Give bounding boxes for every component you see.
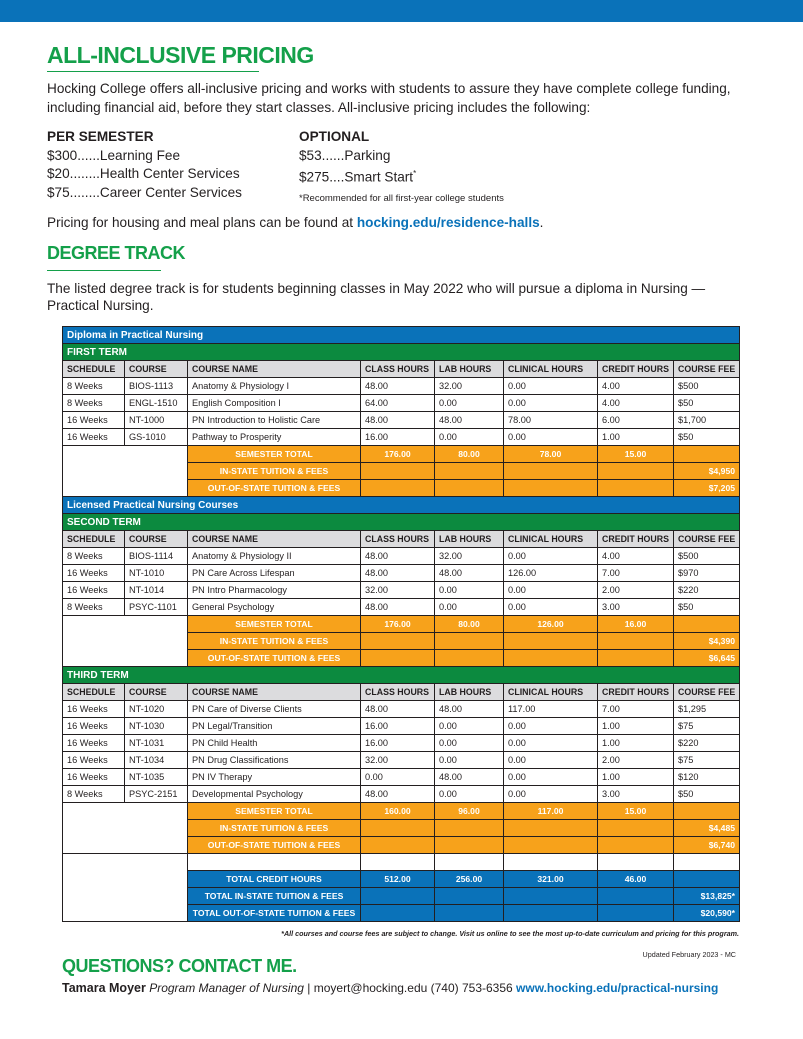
title-divider [47, 71, 259, 72]
course-cell: ENGL-1510 [125, 395, 188, 412]
course-cell: 0.00 [435, 786, 504, 803]
column-header: CREDIT HOURS [598, 531, 674, 548]
course-cell: 8 Weeks [63, 599, 125, 616]
course-cell: $220 [674, 735, 740, 752]
course-row [63, 599, 740, 616]
course-cell: 0.00 [504, 735, 598, 752]
semester-total-fee-blank [674, 803, 740, 820]
course-cell: 32.00 [435, 378, 504, 395]
column-header: SCHEDULE [63, 361, 125, 378]
course-cell: 3.00 [598, 599, 674, 616]
course-cell: 1.00 [598, 429, 674, 446]
blank-cell [435, 633, 504, 650]
blank-cell [361, 888, 435, 905]
course-row [63, 378, 740, 395]
course-cell: 48.00 [361, 548, 435, 565]
course-row [63, 395, 740, 412]
course-cell: 48.00 [361, 701, 435, 718]
course-cell: 16 Weeks [63, 565, 125, 582]
course-cell: 0.00 [435, 429, 504, 446]
top-banner [0, 0, 803, 22]
course-cell: $75 [674, 718, 740, 735]
course-row [63, 412, 740, 429]
semester-total-fee-blank [674, 616, 740, 633]
column-header-row [63, 361, 740, 378]
semester-total-value: 176.00 [361, 446, 435, 463]
course-cell: $970 [674, 565, 740, 582]
course-cell: $50 [674, 599, 740, 616]
column-header: COURSE NAME [188, 361, 361, 378]
blank-cell [504, 650, 598, 667]
term-heading [63, 344, 740, 361]
in-state-label: IN-STATE TUITION & FEES [188, 633, 361, 650]
semester-total-value: 80.00 [435, 446, 504, 463]
grand-total-value: 512.00 [361, 871, 435, 888]
blank-cell [504, 837, 598, 854]
blank-cell [361, 463, 435, 480]
course-cell: PSYC-1101 [125, 599, 188, 616]
course-cell: 8 Weeks [63, 548, 125, 565]
course-cell: 0.00 [504, 769, 598, 786]
course-cell: PN Care Across Lifespan [188, 565, 361, 582]
per-semester-item: $300......Learning Fee [47, 147, 181, 163]
course-cell: 6.00 [598, 412, 674, 429]
total-out-state-value: $20,590* [674, 905, 740, 922]
course-cell: 0.00 [504, 378, 598, 395]
blank-cell [598, 905, 674, 922]
column-header: LAB HOURS [435, 361, 504, 378]
column-header: COURSE [125, 684, 188, 701]
disclaimer-note: *All courses and course fees are subject to change. Visit us online to see the most up-to-date curriculum and pricing for this program. [281, 929, 739, 938]
course-cell: 8 Weeks [63, 395, 125, 412]
in-state-value: $4,950 [674, 463, 740, 480]
column-header: COURSE FEE [674, 531, 740, 548]
course-cell: 7.00 [598, 565, 674, 582]
grand-spacer [63, 854, 188, 922]
course-cell: 16 Weeks [63, 429, 125, 446]
column-header: LAB HOURS [435, 684, 504, 701]
course-cell: 16.00 [361, 429, 435, 446]
course-cell: 0.00 [504, 429, 598, 446]
course-cell: 16 Weeks [63, 752, 125, 769]
course-cell: Anatomy & Physiology I [188, 378, 361, 395]
term-heading-label: SECOND TERM [63, 514, 740, 531]
column-header-row [63, 684, 740, 701]
semester-total-row [63, 446, 740, 463]
course-cell: 126.00 [504, 565, 598, 582]
updated-date: Updated February 2023 - MC [642, 950, 736, 959]
semester-total-label: SEMESTER TOTAL [188, 446, 361, 463]
course-cell: 48.00 [435, 565, 504, 582]
column-header-row [63, 531, 740, 548]
contact-line: Tamara Moyer Program Manager of Nursing | moyert@hocking.edu (740) 753-6356 www.hocking.edu/practical-nursing [62, 981, 719, 995]
semester-total-value: 78.00 [504, 446, 598, 463]
course-cell: 16 Weeks [63, 701, 125, 718]
optional-note: *Recommended for all first-year college students [299, 193, 504, 205]
course-row [63, 786, 740, 803]
column-header: CLASS HOURS [361, 531, 435, 548]
course-cell: 1.00 [598, 718, 674, 735]
blank-cell [361, 820, 435, 837]
blank-cell [598, 820, 674, 837]
course-cell: Developmental Psychology [188, 786, 361, 803]
course-cell: 48.00 [361, 565, 435, 582]
course-row [63, 429, 740, 446]
blank-cell [598, 633, 674, 650]
summary-spacer [63, 446, 188, 497]
out-state-value: $7,205 [674, 480, 740, 497]
total-in-state-label: TOTAL IN-STATE TUITION & FEES [188, 888, 361, 905]
column-header: SCHEDULE [63, 684, 125, 701]
course-cell: NT-1030 [125, 718, 188, 735]
column-header: CREDIT HOURS [598, 361, 674, 378]
column-header: CLINICAL HOURS [504, 361, 598, 378]
course-cell: 64.00 [361, 395, 435, 412]
optional-item: $53......Parking [299, 147, 391, 163]
course-cell: 0.00 [435, 752, 504, 769]
blank-cell [674, 854, 740, 871]
blank-cell [504, 633, 598, 650]
course-cell: 0.00 [504, 718, 598, 735]
total-credit-label: TOTAL CREDIT HOURS [188, 871, 361, 888]
course-cell: 0.00 [504, 548, 598, 565]
course-row [63, 718, 740, 735]
blank-cell [598, 837, 674, 854]
footnote-asterisk: * [413, 169, 417, 178]
course-cell: Anatomy & Physiology II [188, 548, 361, 565]
blank-cell [361, 837, 435, 854]
grand-total-value: 256.00 [435, 871, 504, 888]
course-cell: 0.00 [504, 599, 598, 616]
semester-total-row [63, 803, 740, 820]
term-heading [63, 667, 740, 684]
course-cell: 48.00 [361, 378, 435, 395]
course-cell: 0.00 [435, 599, 504, 616]
blank-cell [435, 905, 504, 922]
semester-total-label: SEMESTER TOTAL [188, 616, 361, 633]
column-header: CLINICAL HOURS [504, 531, 598, 548]
blank-cell [361, 650, 435, 667]
course-cell: 0.00 [435, 395, 504, 412]
out-state-label: OUT-OF-STATE TUITION & FEES [188, 650, 361, 667]
blank-cell [504, 905, 598, 922]
course-cell: $1,295 [674, 701, 740, 718]
course-cell: PN IV Therapy [188, 769, 361, 786]
contact-heading: QUESTIONS? CONTACT ME. [62, 956, 297, 976]
practical-nursing-link[interactable]: www.hocking.edu/practical-nursing [516, 981, 719, 995]
course-cell: English Composition I [188, 395, 361, 412]
column-header: COURSE [125, 531, 188, 548]
semester-total-value: 15.00 [598, 446, 674, 463]
optional-list [299, 128, 504, 209]
course-cell: PN Child Health [188, 735, 361, 752]
course-cell: NT-1031 [125, 735, 188, 752]
course-cell: 16.00 [361, 735, 435, 752]
blank-cell [598, 480, 674, 497]
course-cell: PN Introduction to Holistic Care [188, 412, 361, 429]
course-cell: 3.00 [598, 786, 674, 803]
course-cell: BIOS-1114 [125, 548, 188, 565]
course-cell: 4.00 [598, 395, 674, 412]
blank-cell [435, 837, 504, 854]
out-state-label: OUT-OF-STATE TUITION & FEES [188, 480, 361, 497]
course-cell: 32.00 [361, 752, 435, 769]
blank-cell [504, 480, 598, 497]
course-cell: $220 [674, 582, 740, 599]
course-cell: PSYC-2151 [125, 786, 188, 803]
semester-total-label: SEMESTER TOTAL [188, 803, 361, 820]
course-cell: NT-1000 [125, 412, 188, 429]
blank-cell [361, 905, 435, 922]
program-heading-label: Diploma in Practical Nursing [63, 327, 740, 344]
course-cell: 48.00 [361, 786, 435, 803]
course-row [63, 548, 740, 565]
course-cell: $50 [674, 429, 740, 446]
summary-spacer [63, 803, 188, 854]
contact-details: moyert@hocking.edu (740) 753-6356 [313, 981, 517, 995]
blank-cell [361, 633, 435, 650]
grand-spacer-row [63, 854, 740, 871]
course-cell: NT-1014 [125, 582, 188, 599]
housing-note: Pricing for housing and meal plans can be found at hocking.edu/residence-halls. [47, 215, 544, 230]
in-state-label: IN-STATE TUITION & FEES [188, 463, 361, 480]
page-title: ALL-INCLUSIVE PRICING [47, 42, 314, 68]
course-cell: 4.00 [598, 548, 674, 565]
course-cell: 48.00 [435, 412, 504, 429]
program-heading [63, 327, 740, 344]
course-cell: 16.00 [361, 718, 435, 735]
course-cell: $50 [674, 786, 740, 803]
course-cell: 2.00 [598, 582, 674, 599]
blank-cell [435, 820, 504, 837]
course-cell: NT-1034 [125, 752, 188, 769]
summary-spacer [63, 616, 188, 667]
blank-cell [188, 854, 361, 871]
blank-cell [504, 820, 598, 837]
course-row [63, 769, 740, 786]
column-header: COURSE FEE [674, 684, 740, 701]
course-cell: PN Intro Pharmacology [188, 582, 361, 599]
course-cell: 8 Weeks [63, 378, 125, 395]
course-cell: $500 [674, 548, 740, 565]
blank-cell [504, 463, 598, 480]
course-row [63, 565, 740, 582]
course-cell: General Psychology [188, 599, 361, 616]
course-cell: $500 [674, 378, 740, 395]
blank-cell [598, 854, 674, 871]
blank-cell [435, 463, 504, 480]
course-cell: 48.00 [435, 769, 504, 786]
in-state-value: $4,390 [674, 633, 740, 650]
course-cell: 16 Weeks [63, 582, 125, 599]
blank-cell [361, 854, 435, 871]
degree-track-text: The listed degree track is for students beginning classes in May 2022 who will pursue a diploma in Nursing — Practical Nursing. [47, 281, 706, 313]
course-cell: 32.00 [361, 582, 435, 599]
per-semester-list [47, 128, 242, 202]
column-header: COURSE NAME [188, 531, 361, 548]
semester-total-row [63, 616, 740, 633]
course-cell: 48.00 [361, 412, 435, 429]
course-cell: 16 Weeks [63, 735, 125, 752]
course-cell: 0.00 [504, 395, 598, 412]
column-header: CREDIT HOURS [598, 684, 674, 701]
lpn-heading-label: Licensed Practical Nursing Courses [63, 497, 740, 514]
out-state-label: OUT-OF-STATE TUITION & FEES [188, 837, 361, 854]
degree-track-heading: DEGREE TRACK [47, 243, 186, 263]
course-cell: 48.00 [361, 599, 435, 616]
total-out-state-label: TOTAL OUT-OF-STATE TUITION & FEES [188, 905, 361, 922]
optional-heading: OPTIONAL [299, 129, 370, 144]
course-cell: 0.00 [504, 752, 598, 769]
course-cell: NT-1035 [125, 769, 188, 786]
lpn-heading [63, 497, 740, 514]
column-header: COURSE [125, 361, 188, 378]
residence-halls-link[interactable]: hocking.edu/residence-halls [356, 215, 540, 230]
course-cell: 0.00 [361, 769, 435, 786]
per-semester-item: $20........Health Center Services [47, 166, 240, 181]
course-cell: 7.00 [598, 701, 674, 718]
course-cell: 117.00 [504, 701, 598, 718]
course-cell: 1.00 [598, 769, 674, 786]
blank-cell [598, 463, 674, 480]
blank-cell [504, 888, 598, 905]
course-cell: PN Care of Diverse Clients [188, 701, 361, 718]
per-semester-heading: PER SEMESTER [47, 129, 154, 144]
degree-track-divider [47, 270, 161, 271]
intro-paragraph: Hocking College offers all-inclusive pricing and works with students to assure they have complete college funding, including financial aid, before they start classes. All-inclusive pricing includes the following: [47, 81, 731, 115]
course-cell: 2.00 [598, 752, 674, 769]
blank-cell [598, 888, 674, 905]
course-cell: NT-1010 [125, 565, 188, 582]
course-cell: 0.00 [435, 582, 504, 599]
course-cell: NT-1020 [125, 701, 188, 718]
total-in-state-value: $13,825* [674, 888, 740, 905]
course-cell: 78.00 [504, 412, 598, 429]
column-header: SCHEDULE [63, 531, 125, 548]
course-cell: GS-1010 [125, 429, 188, 446]
out-state-value: $6,740 [674, 837, 740, 854]
blank-cell [598, 650, 674, 667]
blank-cell [435, 480, 504, 497]
degree-track-table [62, 326, 740, 922]
course-cell: Pathway to Prosperity [188, 429, 361, 446]
column-header: COURSE FEE [674, 361, 740, 378]
grand-total-value: 321.00 [504, 871, 598, 888]
column-header: CLASS HOURS [361, 361, 435, 378]
course-cell: 8 Weeks [63, 786, 125, 803]
course-cell: $75 [674, 752, 740, 769]
course-cell: $50 [674, 395, 740, 412]
per-semester-item: $75........Career Center Services [47, 184, 242, 200]
course-cell: $120 [674, 769, 740, 786]
semester-total-value: 16.00 [598, 616, 674, 633]
course-cell: 0.00 [504, 786, 598, 803]
course-row [63, 735, 740, 752]
in-state-value: $4,485 [674, 820, 740, 837]
course-cell: PN Legal/Transition [188, 718, 361, 735]
semester-total-value: 117.00 [504, 803, 598, 820]
blank-cell [674, 871, 740, 888]
course-row [63, 752, 740, 769]
semester-total-value: 160.00 [361, 803, 435, 820]
course-cell: 16 Weeks [63, 412, 125, 429]
course-cell: 0.00 [435, 735, 504, 752]
course-cell: 0.00 [504, 582, 598, 599]
semester-total-value: 176.00 [361, 616, 435, 633]
grand-total-value: 46.00 [598, 871, 674, 888]
column-header: CLINICAL HOURS [504, 684, 598, 701]
out-state-value: $6,645 [674, 650, 740, 667]
in-state-label: IN-STATE TUITION & FEES [188, 820, 361, 837]
blank-cell [435, 650, 504, 667]
semester-total-fee-blank [674, 446, 740, 463]
blank-cell [435, 854, 504, 871]
semester-total-value: 96.00 [435, 803, 504, 820]
course-row [63, 701, 740, 718]
contact-name: Tamara Moyer [62, 981, 146, 995]
course-cell: 4.00 [598, 378, 674, 395]
course-row [63, 582, 740, 599]
blank-cell [504, 854, 598, 871]
blank-cell [435, 888, 504, 905]
semester-total-value: 80.00 [435, 616, 504, 633]
course-cell: PN Drug Classifications [188, 752, 361, 769]
course-cell: 0.00 [435, 718, 504, 735]
term-heading-label: FIRST TERM [63, 344, 740, 361]
course-cell: 16 Weeks [63, 769, 125, 786]
blank-cell [361, 480, 435, 497]
course-cell: 1.00 [598, 735, 674, 752]
course-cell: 32.00 [435, 548, 504, 565]
column-header: CLASS HOURS [361, 684, 435, 701]
term-heading-label: THIRD TERM [63, 667, 740, 684]
column-header: COURSE NAME [188, 684, 361, 701]
column-header: LAB HOURS [435, 531, 504, 548]
semester-total-value: 15.00 [598, 803, 674, 820]
course-cell: 16 Weeks [63, 718, 125, 735]
optional-item-smart-start: $275....Smart Start* [299, 169, 417, 185]
contact-role: Program Manager of Nursing [149, 981, 304, 995]
course-cell: BIOS-1113 [125, 378, 188, 395]
course-cell: $1,700 [674, 412, 740, 429]
term-heading [63, 514, 740, 531]
course-cell: 48.00 [435, 701, 504, 718]
semester-total-value: 126.00 [504, 616, 598, 633]
